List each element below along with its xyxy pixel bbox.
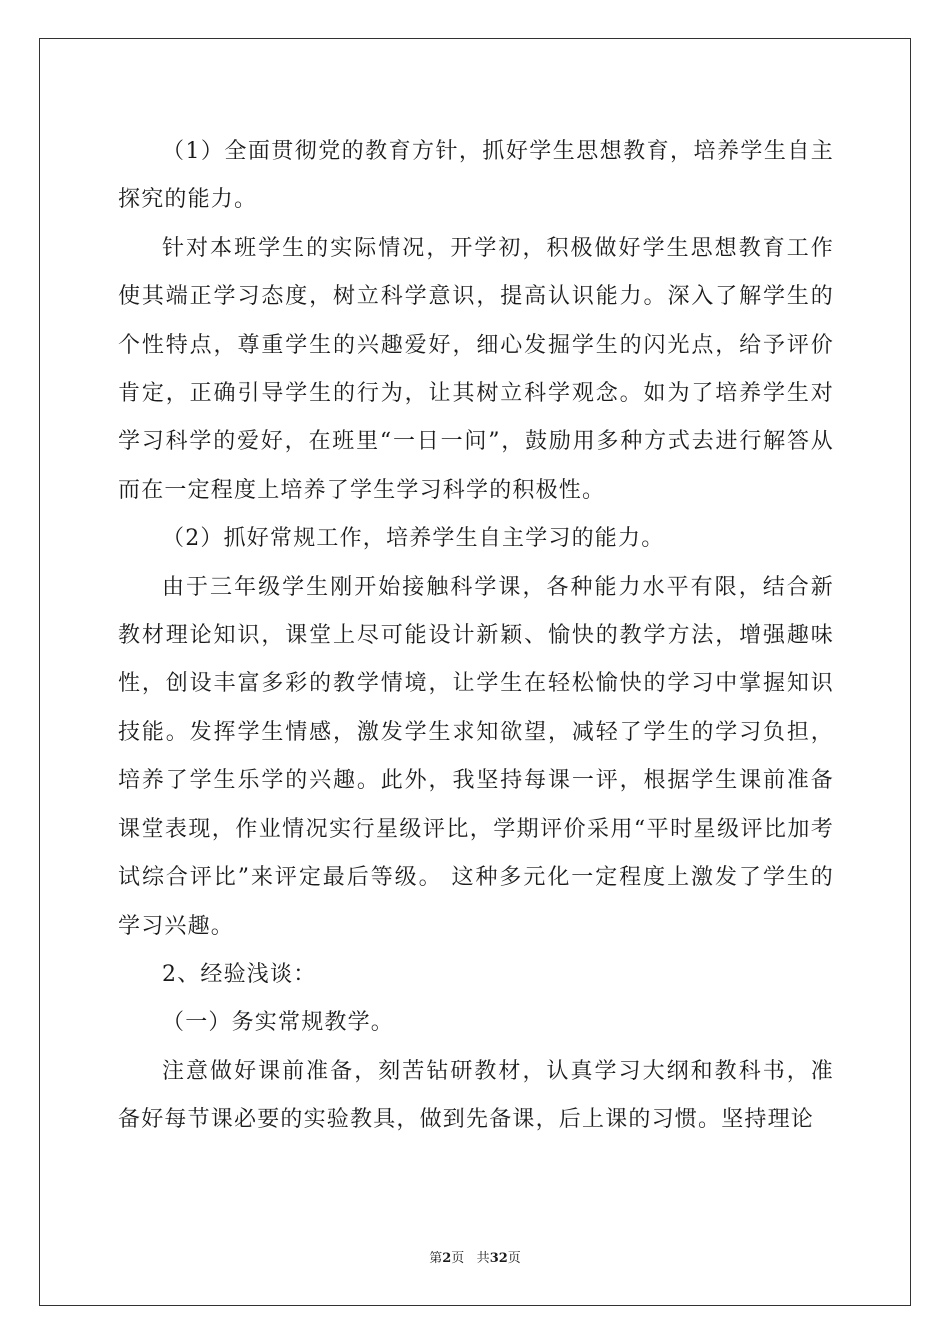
footer-total-prefix: 共: [476, 1251, 490, 1266]
paragraph: （2）抓好常规工作，培养学生自主学习的能力。: [162, 526, 665, 552]
footer-prefix: 第: [429, 1251, 443, 1266]
document-body: [118, 128, 834, 1145]
paragraph: （1）全面贯彻党的教育方针，抓好学生思想教育，培养学生自主探究的能力。: [118, 139, 834, 213]
subsection-heading: （一）务实常规教学。: [162, 1010, 395, 1036]
paragraph: 针对本班学生的实际情况，开学初，积极做好学生思想教育工作使其端正学习态度，树立科学意识，提高认识能力。深入了解学生的个性特点，尊重学生的兴趣爱好，细心发掘学生的闪光点，给予评价肯定，正确引导学生的行为，让其树立科学观念。如为了培养学生对学习科学的爱好，在班里“一日一问”，鼓励用多种方式去进行解答从而在一定程度上培养了学生学习科学的积极性。: [118, 235, 834, 503]
paragraph: 注意做好课前准备，刻苦钻研教材，认真学习大纲和教科书，准备好每节课必要的实验教具，做到先备课，后上课的习惯。坚持理论: [118, 1058, 834, 1133]
section-heading: 2、经验浅谈：: [162, 961, 317, 987]
paragraph: 由于三年级学生刚开始接触科学课，各种能力水平有限，结合新教材理论知识，课堂上尽可能设计新颖、愉快的教学方法，增强趣味性，创设丰富多彩的教学情境，让学生在轻松愉快的学习中掌握知识技能。发挥学生情感，激发学生求知欲望，减轻了学生的学习负担，培养了学生乐学的兴趣。此外，我坚持每课一评，根据学生课前准备课堂表现，作业情况实行星级评比，学期评价采用“平时星级评比加考试综合评比”来评定最后等级。 这种多元化一定程度上激发了学生的学习兴趣。: [118, 574, 834, 939]
page-footer: [0, 1247, 950, 1266]
total-page-count: 32: [489, 1251, 508, 1266]
current-page-number: 2: [442, 1251, 452, 1266]
footer-total-suffix: 页: [507, 1251, 521, 1266]
footer-page-suffix: 页: [451, 1251, 465, 1266]
